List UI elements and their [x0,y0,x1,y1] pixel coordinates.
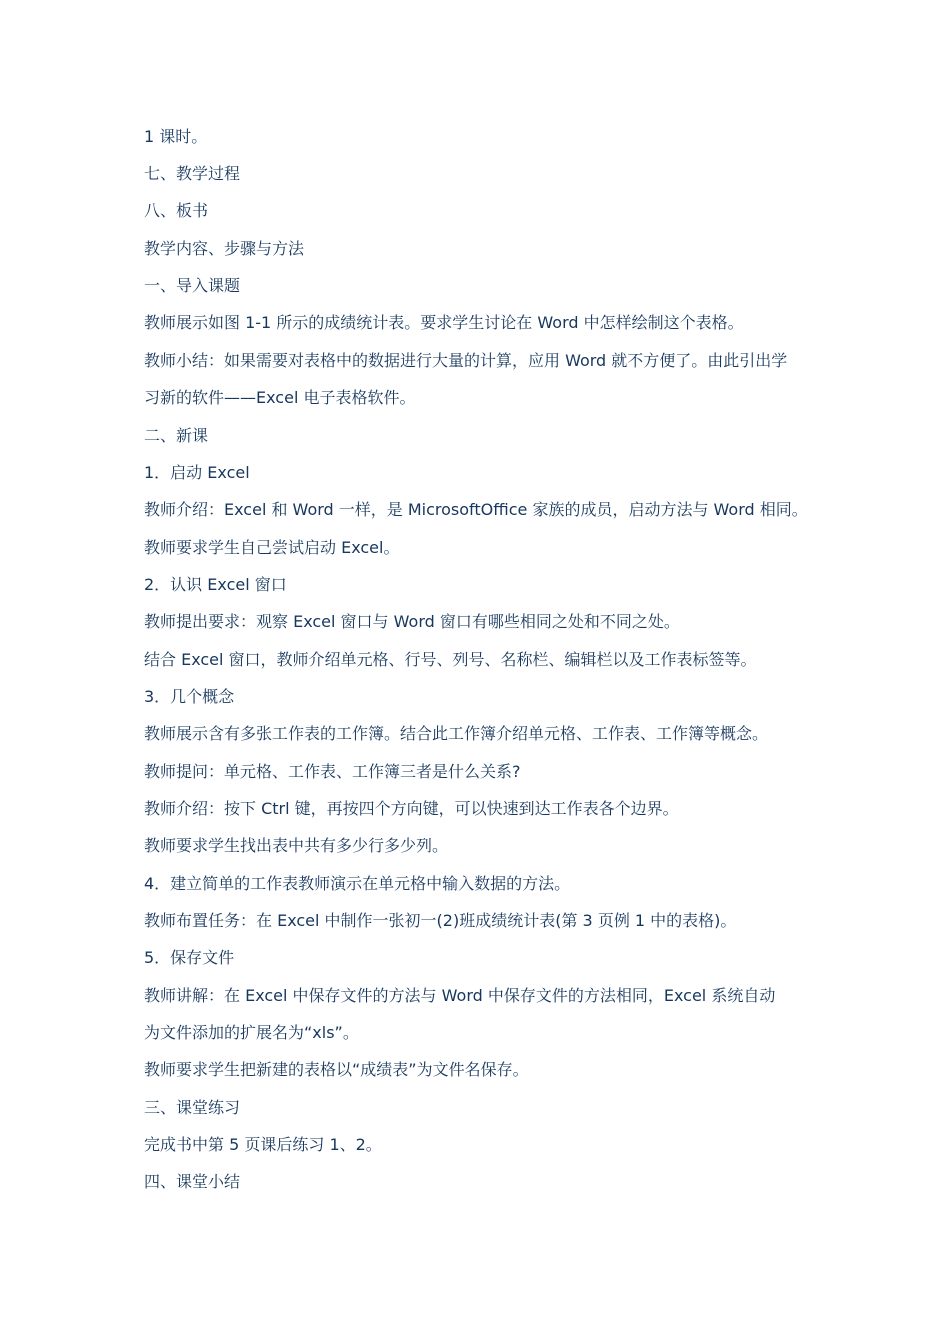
subsection-heading: 4．建立简单的工作表教师演示在单元格中输入数据的方法。 [144,874,571,893]
text-line: 教师提出要求：观察 Excel 窗口与 Word 窗口有哪些相同之处和不同之处。 [144,612,680,631]
text-line: 1 课时。 [144,127,208,146]
text-line: 教师要求学生自己尝试启动 Excel。 [144,538,400,557]
section-heading: 七、教学过程 [144,164,241,183]
section-heading: 八、板书 [144,201,209,220]
subsection-heading: 3．几个概念 [144,687,235,706]
text-line: 教师要求学生把新建的表格以“成绩表”为文件名保存。 [144,1060,529,1079]
text-line: 为文件添加的扩展名为“xls”。 [144,1023,359,1042]
section-heading: 一、导入课题 [144,276,241,295]
subsection-heading: 1．启动 Excel [144,463,250,482]
section-heading: 三、课堂练习 [144,1098,241,1117]
text-line: 教师提问：单元格、工作表、工作簿三者是什么关系? [144,762,521,781]
section-heading: 二、新课 [144,426,209,445]
subsection-heading: 2．认识 Excel 窗口 [144,575,287,594]
text-line: 教师展示含有多张工作表的工作簿。结合此工作簿介绍单元格、工作表、工作簿等概念。 [144,724,769,743]
text-line: 结合 Excel 窗口，教师介绍单元格、行号、列号、名称栏、编辑栏以及工作表标签等。 [144,650,757,669]
text-line: 教学内容、步骤与方法 [144,239,305,258]
text-line: 完成书中第 5 页课后练习 1、2。 [144,1135,382,1154]
text-line: 教师讲解：在 Excel 中保存文件的方法与 Word 中保存文件的方法相同，Excel 系统自动 [144,986,776,1005]
text-line: 教师要求学生找出表中共有多少行多少列。 [144,836,449,855]
text-line: 教师布置任务：在 Excel 中制作一张初一(2)班成绩统计表(第 3 页例 1 中的表格)。 [144,911,737,930]
text-line: 教师展示如图 1-1 所示的成绩统计表。要求学生讨论在 Word 中怎样绘制这个表格。 [144,313,744,332]
subsection-heading: 5．保存文件 [144,948,235,967]
text-line: 教师介绍：Excel 和 Word 一样，是 MicrosoftOffice 家族的成员，启动方法与 Word 相同。 [144,500,808,519]
section-heading: 四、课堂小结 [144,1172,241,1191]
text-line: 教师小结：如果需要对表格中的数据进行大量的计算，应用 Word 就不方便了。由此引出学 [144,351,788,370]
text-line: 习新的软件——Excel 电子表格软件。 [144,388,416,407]
text-line: 教师介绍：按下 Ctrl 键，再按四个方向键，可以快速到达工作表各个边界。 [144,799,679,818]
